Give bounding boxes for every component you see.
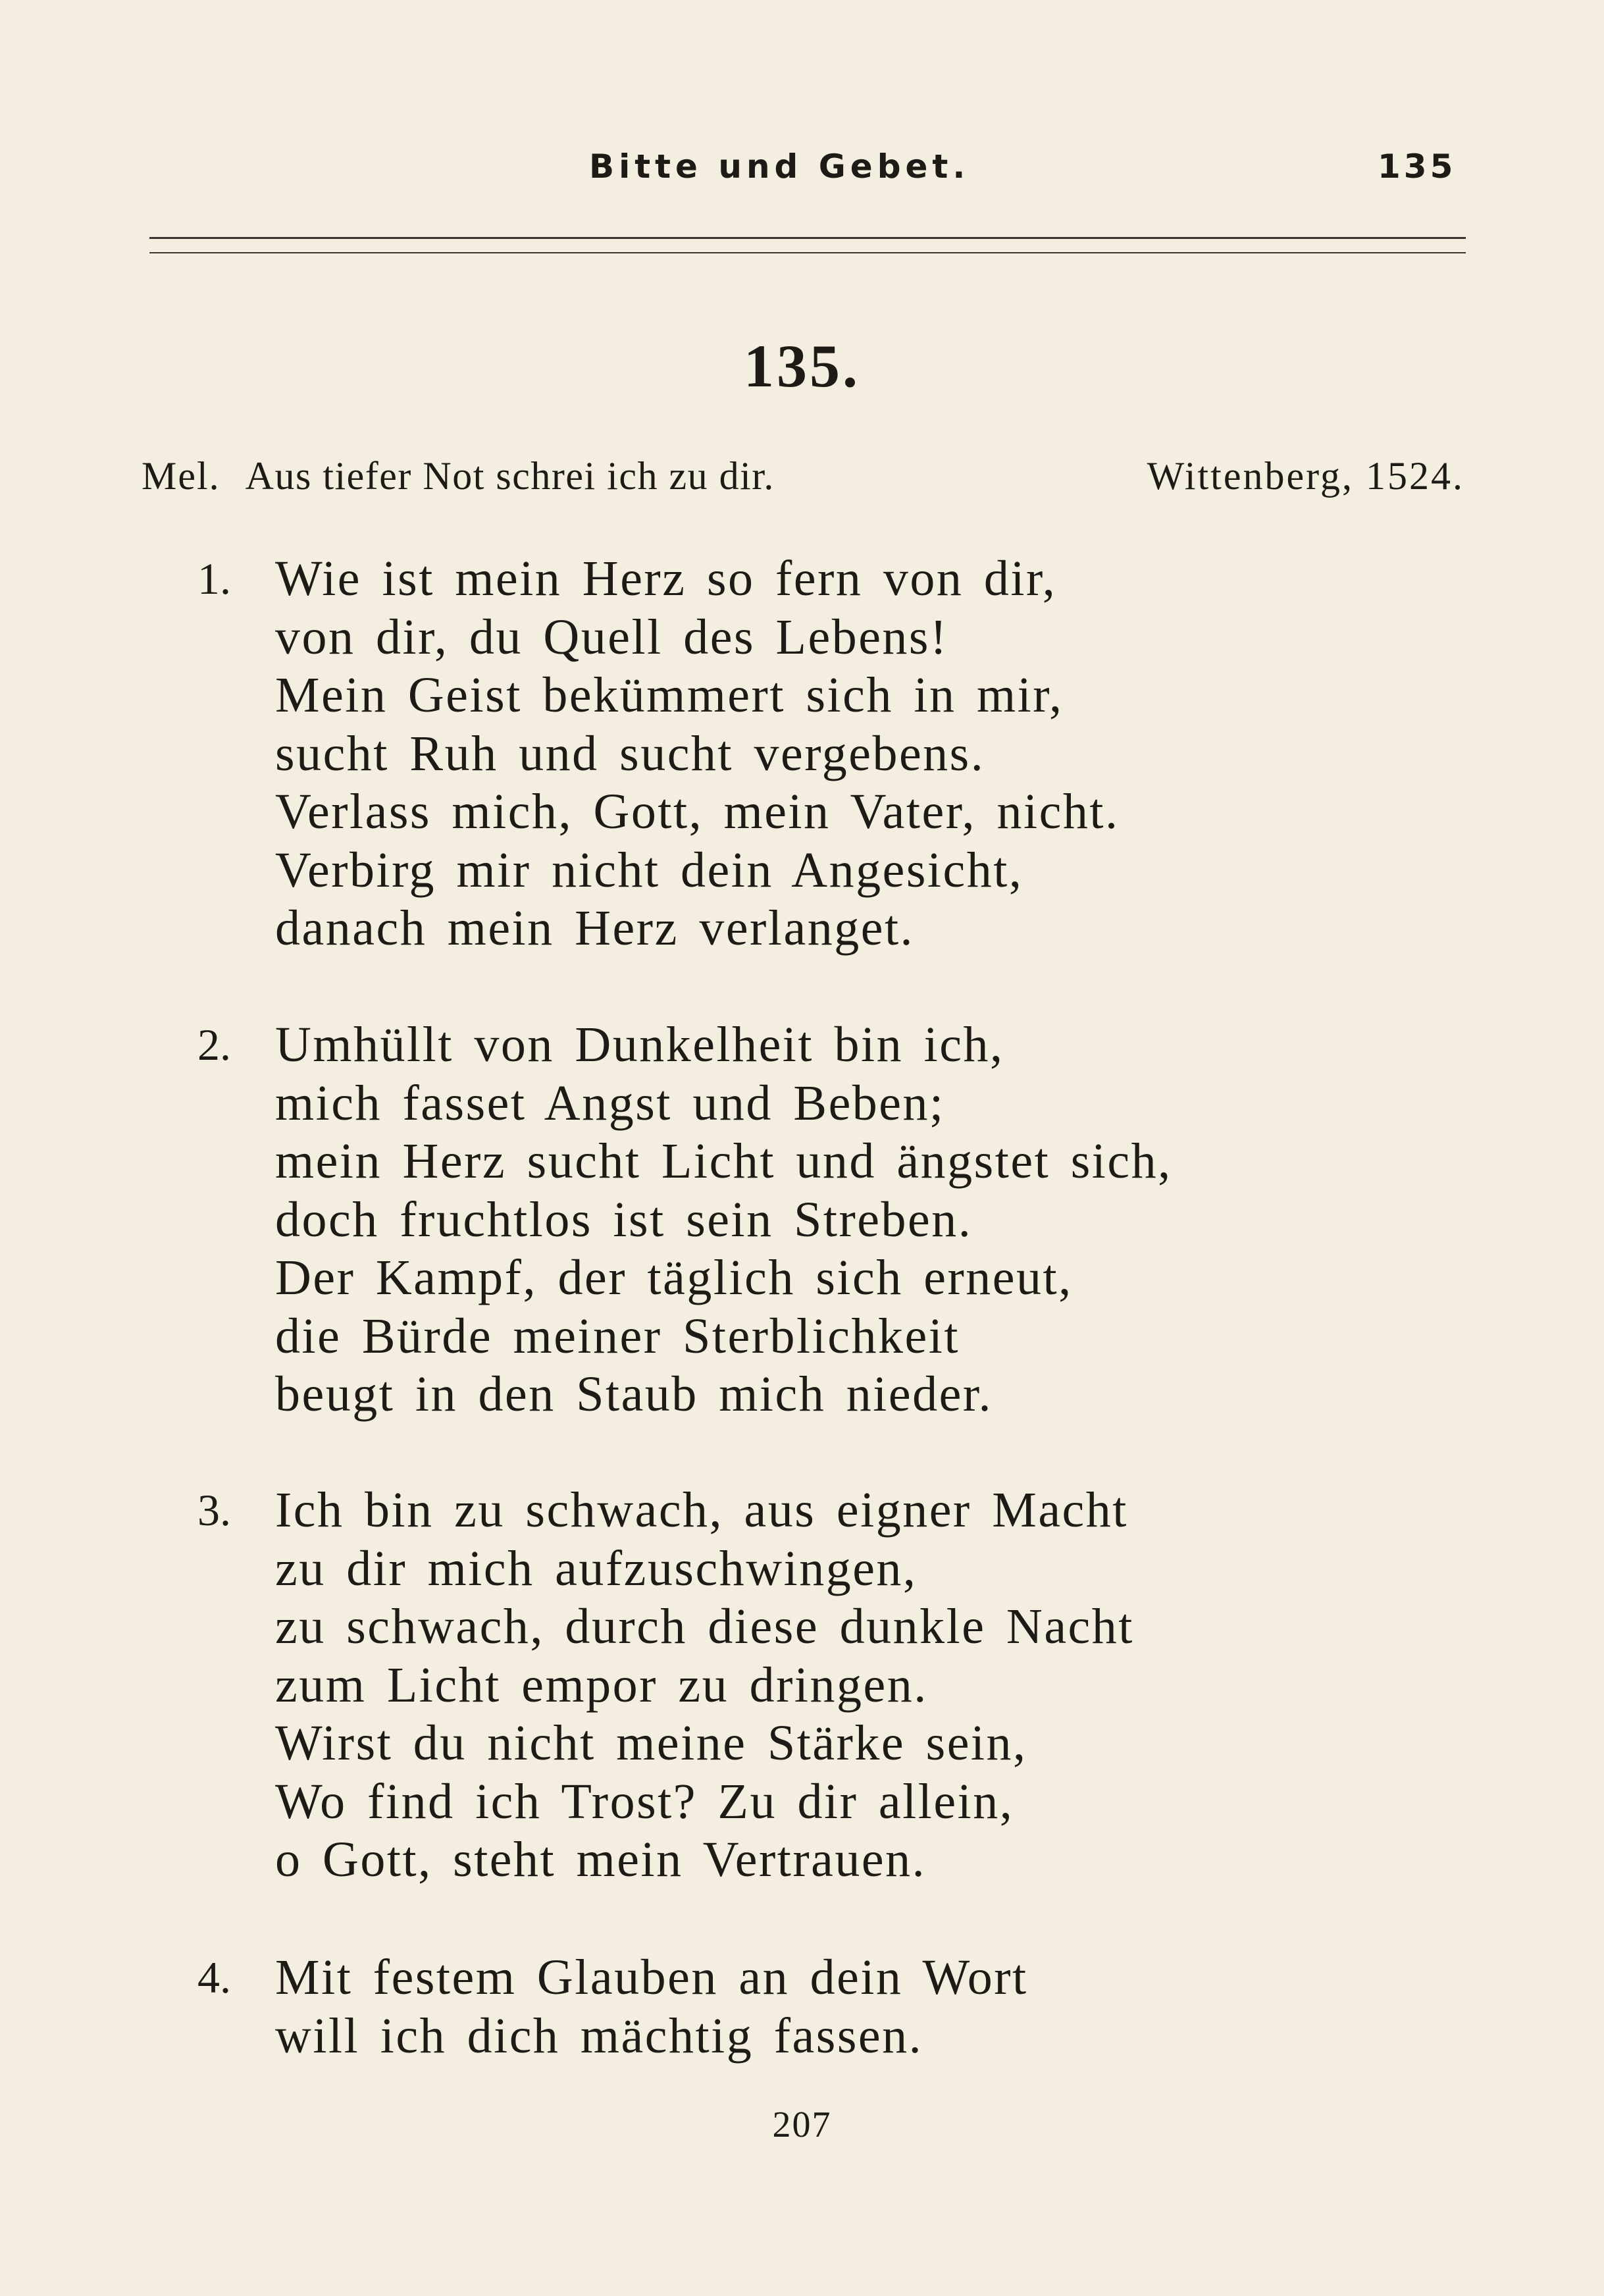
verse-line: Wirst du nicht meine Stärke sein,: [275, 1715, 1027, 1771]
running-header-title: Bitte und Gebet.: [589, 147, 970, 186]
verse-line: Mit festem Glauben an dein Wort: [275, 1950, 1028, 2005]
melody-name: Aus tiefer Not schrei ich zu dir.: [245, 454, 775, 498]
melody-label: Mel.: [142, 454, 220, 498]
hymn-number: 135.: [744, 332, 860, 400]
header-rule-bottom: [149, 252, 1466, 253]
verse-line: o Gott, steht mein Vertrauen.: [275, 1832, 927, 1887]
verse-line: Der Kampf, der täglich sich erneut,: [275, 1250, 1073, 1305]
verse-number: 2.: [197, 1020, 231, 1070]
melody-line: [142, 456, 1464, 496]
verse-number: 3.: [197, 1485, 231, 1535]
verse-line: von dir, du Quell des Lebens!: [275, 609, 948, 665]
verse-line: Mein Geist bekümmert sich in mir,: [275, 667, 1064, 723]
page-footer-number: 207: [772, 2104, 832, 2145]
verse-lines: [275, 1016, 1172, 1424]
verse-line: Wo find ich Trost? Zu dir allein,: [275, 1773, 1014, 1829]
verse-line: zum Licht empor zu dringen.: [275, 1657, 928, 1713]
verse-number: 4.: [197, 1952, 231, 2002]
verse-line: Wie ist mein Herz so fern von dir,: [275, 551, 1057, 606]
verse-line: danach mein Herz verlanget.: [275, 900, 915, 956]
verse-line: Verlass mich, Gott, mein Vater, nicht.: [275, 784, 1120, 839]
verse-line: beugt in den Staub mich nieder.: [275, 1367, 993, 1422]
verse-lines: [275, 1481, 1134, 1889]
header-rule-top: [149, 237, 1466, 239]
verse-line: Verbirg mir nicht dein Angesicht,: [275, 842, 1023, 898]
verse-line: zu schwach, durch diese dunkle Nacht: [275, 1599, 1134, 1654]
verse-number: 1.: [197, 554, 231, 604]
verse-line: mich fasset Angst und Beben;: [275, 1075, 945, 1131]
verse-line: will ich dich mächtig fassen.: [275, 2008, 923, 2064]
verse-lines: [275, 550, 1119, 958]
running-header-page-number: 135: [1378, 147, 1457, 186]
verse-line: mein Herz sucht Licht und ängstet sich,: [275, 1134, 1172, 1189]
verse-line: sucht Ruh und sucht vergebens.: [275, 725, 985, 781]
verse-line: die Bürde meiner Sterblichkeit: [275, 1308, 960, 1364]
verse-line: Ich bin zu schwach, aus eigner Macht: [275, 1482, 1128, 1538]
verse-line: Umhüllt von Dunkelheit bin ich,: [275, 1017, 1004, 1072]
verse-line: doch fruchtlos ist sein Streben.: [275, 1191, 973, 1247]
verse-line: zu dir mich aufzuschwingen,: [275, 1540, 918, 1596]
verse-lines: [275, 1948, 1028, 2065]
melody-source: Wittenberg, 1524.: [1147, 454, 1464, 498]
